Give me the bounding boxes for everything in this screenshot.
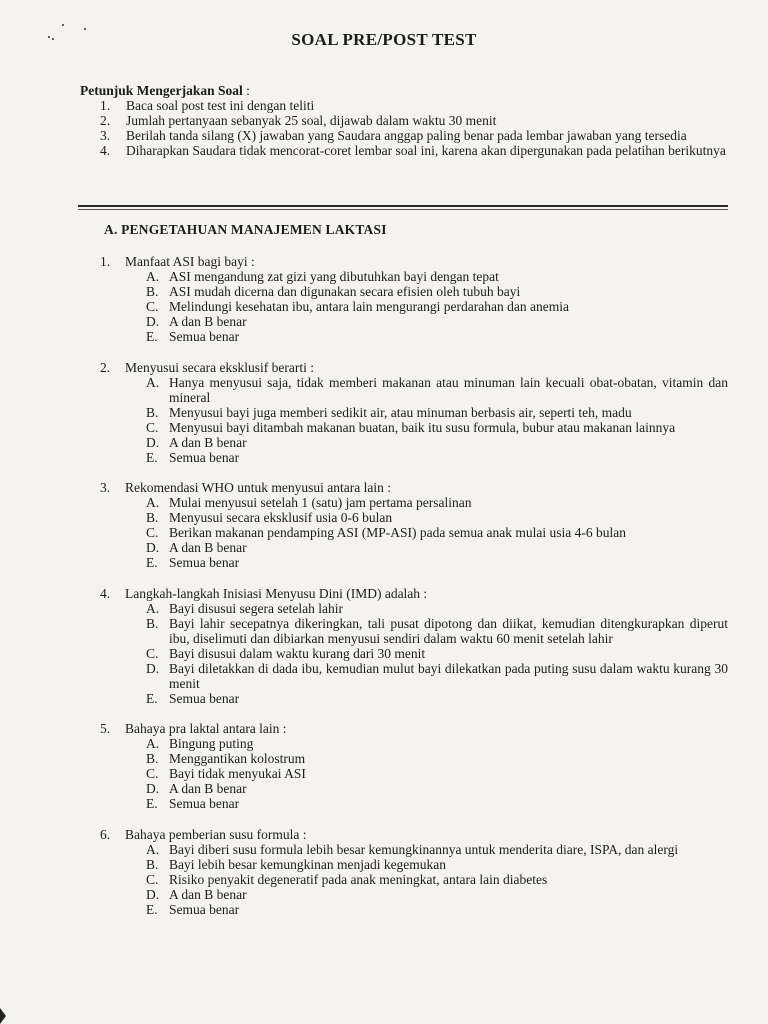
instructions-list <box>100 98 728 158</box>
option-letter: D. <box>146 434 160 450</box>
option-letter: C. <box>146 871 159 887</box>
divider-thick <box>78 205 728 207</box>
option-text: Semua benar <box>169 329 240 344</box>
question-text: Menyusui secara eksklusif berarti : <box>125 359 314 375</box>
option-letter: A. <box>146 495 160 510</box>
option-text: ASI mudah dicerna dan digunakan secara efisien oleh tubuh bayi <box>169 284 521 299</box>
question-text: Rekomendasi WHO untuk menyusui antara lain : <box>125 480 391 495</box>
question-number: 6. <box>100 826 111 842</box>
option <box>100 510 728 525</box>
option-text: A dan B benar <box>169 540 247 555</box>
question-3 <box>100 480 728 570</box>
instruction-item <box>100 143 728 158</box>
question-number: 1. <box>100 254 111 269</box>
question-text: Bahaya pra laktal antara lain : <box>125 721 287 736</box>
option <box>100 495 728 510</box>
question-text: Bahaya pemberian susu formula : <box>125 826 307 842</box>
option <box>100 601 728 616</box>
option-text: Semua benar <box>169 690 240 706</box>
question-5 <box>100 721 728 811</box>
instructions-heading-colon: : <box>242 83 250 98</box>
option-text: Semua benar <box>169 796 240 811</box>
question-text: Langkah-langkah Inisiasi Menyusu Dini (IMD) adalah : <box>125 585 428 601</box>
option <box>100 375 728 405</box>
option-letter: B. <box>146 404 159 420</box>
option-letter: D. <box>146 540 160 555</box>
option <box>100 555 728 570</box>
option-text: Semua benar <box>169 555 240 570</box>
option-text: Bayi disusui segera setelah lahir <box>169 600 343 616</box>
option-letter: A. <box>146 736 160 751</box>
option-text: Bayi tidak menyukai ASI <box>169 766 306 781</box>
option-letter: C. <box>146 525 159 540</box>
option <box>100 646 728 661</box>
option-letter: B. <box>146 284 159 299</box>
option-letter: A. <box>146 600 160 616</box>
question-stem <box>100 586 728 601</box>
option <box>100 616 728 646</box>
option-text: Bayi lebih besar kemungkinan menjadi kegemukan <box>169 856 447 872</box>
instruction-text: Berilah tanda silang (X) jawaban yang Saudara anggap paling benar pada lembar jawaban yang tersedia <box>126 128 687 143</box>
question-number: 5. <box>100 721 111 736</box>
question-stem <box>100 254 728 269</box>
option-text: Bayi disusui dalam waktu kurang dari 30 menit <box>169 645 426 661</box>
option-letter: D. <box>146 886 160 902</box>
question-6 <box>100 827 728 917</box>
scan-edge-mark <box>0 1008 6 1024</box>
option <box>100 329 728 344</box>
option-letter: E. <box>146 449 158 465</box>
option-text: Bayi diletakkan di dada ibu, kemudian mulut bayi dilekatkan pada puting susu dalam waktu kurang 30 menit <box>169 660 728 691</box>
option-letter: B. <box>146 751 159 766</box>
option <box>100 887 728 902</box>
option-text: A dan B benar <box>169 434 247 450</box>
option-text: Bingung puting <box>169 736 254 751</box>
instruction-number: 3. <box>100 128 111 143</box>
question-number: 2. <box>100 359 111 375</box>
option-letter: B. <box>146 856 159 872</box>
instruction-text: Baca soal post test ini dengan teliti <box>126 98 315 113</box>
option <box>100 284 728 299</box>
divider-thin <box>78 209 728 210</box>
option-text: Berikan makanan pendamping ASI (MP-ASI) pada semua anak mulai usia 4-6 bulan <box>169 525 627 540</box>
option-text: Semua benar <box>169 449 240 465</box>
page-title: SOAL PRE/POST TEST <box>291 30 477 49</box>
option <box>100 314 728 329</box>
option-letter: D. <box>146 781 160 796</box>
question-list <box>100 254 728 932</box>
instruction-item <box>100 128 728 143</box>
option-text: Mulai menyusui setelah 1 (satu) jam pertama persalinan <box>169 495 472 510</box>
option <box>100 269 728 284</box>
question-number: 4. <box>100 585 111 601</box>
option <box>100 540 728 555</box>
instruction-number: 1. <box>100 98 111 113</box>
option <box>100 405 728 420</box>
option-letter: B. <box>146 510 159 525</box>
option-letter: C. <box>146 645 159 661</box>
option <box>100 781 728 796</box>
instruction-number: 2. <box>100 113 111 128</box>
question-stem <box>100 360 728 375</box>
question-2 <box>100 360 728 465</box>
option-letter: B. <box>146 615 159 631</box>
option <box>100 902 728 917</box>
option-text: Menggantikan kolostrum <box>169 751 306 766</box>
option-text: A dan B benar <box>169 314 247 329</box>
option-text: A dan B benar <box>169 886 247 902</box>
option-letter: A. <box>146 269 160 284</box>
option <box>100 872 728 887</box>
option <box>100 299 728 314</box>
option-letter: E. <box>146 555 158 570</box>
option <box>100 736 728 751</box>
option-text: A dan B benar <box>169 781 247 796</box>
option-letter: E. <box>146 690 158 706</box>
option-letter: A. <box>146 374 160 390</box>
question-4 <box>100 586 728 706</box>
question-1 <box>100 254 728 344</box>
option-text: Bayi diberi susu formula lebih besar kemungkinannya untuk menderita diare, ISPA, dan alergi <box>169 841 679 857</box>
section-title: A. PENGETAHUAN MANAJEMEN LAKTASI <box>104 222 387 237</box>
option-text: ASI mengandung zat gizi yang dibutuhkan bayi dengan tepat <box>169 269 499 284</box>
option <box>100 766 728 781</box>
option-letter: E. <box>146 901 158 917</box>
option-letter: C. <box>146 299 159 314</box>
instruction-text: Diharapkan Saudara tidak mencorat-coret lembar soal ini, karena akan dipergunakan pada pelatihan berikutnya <box>126 143 726 158</box>
option-text: Melindungi kesehatan ibu, antara lain mengurangi perdarahan dan anemia <box>169 299 569 314</box>
option-letter: E. <box>146 796 158 811</box>
option <box>100 525 728 540</box>
option-letter: D. <box>146 660 160 676</box>
question-stem <box>100 480 728 495</box>
option <box>100 450 728 465</box>
option-text: Menyusui secara eksklusif usia 0-6 bulan <box>169 510 393 525</box>
option <box>100 857 728 872</box>
question-number: 3. <box>100 480 111 495</box>
option <box>100 420 728 435</box>
option-letter: D. <box>146 314 160 329</box>
option <box>100 842 728 857</box>
option <box>100 751 728 766</box>
instruction-item <box>100 98 728 113</box>
option-letter: E. <box>146 329 158 344</box>
option-text: Bayi lahir secepatnya dikeringkan, tali pusat dipotong dan diikat, kemudian ditengkurapkan diperut ibu, diselimuti dan dibiarkan menyusui sendiri dalam waktu 60 menit setelah lahir <box>169 615 728 646</box>
instructions-heading <box>80 83 250 99</box>
instruction-item <box>100 113 728 128</box>
instructions-heading-text: Petunjuk Mengerjakan Soal <box>80 83 243 98</box>
question-text: Manfaat ASI bagi bayi : <box>125 254 255 269</box>
option-letter: C. <box>146 419 159 435</box>
question-stem <box>100 827 728 842</box>
question-stem <box>100 721 728 736</box>
option <box>100 661 728 691</box>
option-text: Risiko penyakit degeneratif pada anak meningkat, antara lain diabetes <box>169 871 548 887</box>
option <box>100 691 728 706</box>
option-text: Semua benar <box>169 901 240 917</box>
option <box>100 796 728 811</box>
option-letter: C. <box>146 766 159 781</box>
option <box>100 435 728 450</box>
instruction-text: Jumlah pertanyaan sebanyak 25 soal, dijawab dalam waktu 30 menit <box>126 113 497 128</box>
option-letter: A. <box>146 841 160 857</box>
instruction-number: 4. <box>100 143 111 158</box>
option-text: Menyusui bayi ditambah makanan buatan, baik itu susu formula, bubur atau makanan lainnya <box>169 419 676 435</box>
option-text: Hanya menyusui saja, tidak memberi makanan atau minuman lain kecuali obat-obatan, vitamin dan mineral <box>169 374 728 405</box>
option-text: Menyusui bayi juga memberi sedikit air, atau minuman berbasis air, seperti teh, madu <box>169 404 632 420</box>
